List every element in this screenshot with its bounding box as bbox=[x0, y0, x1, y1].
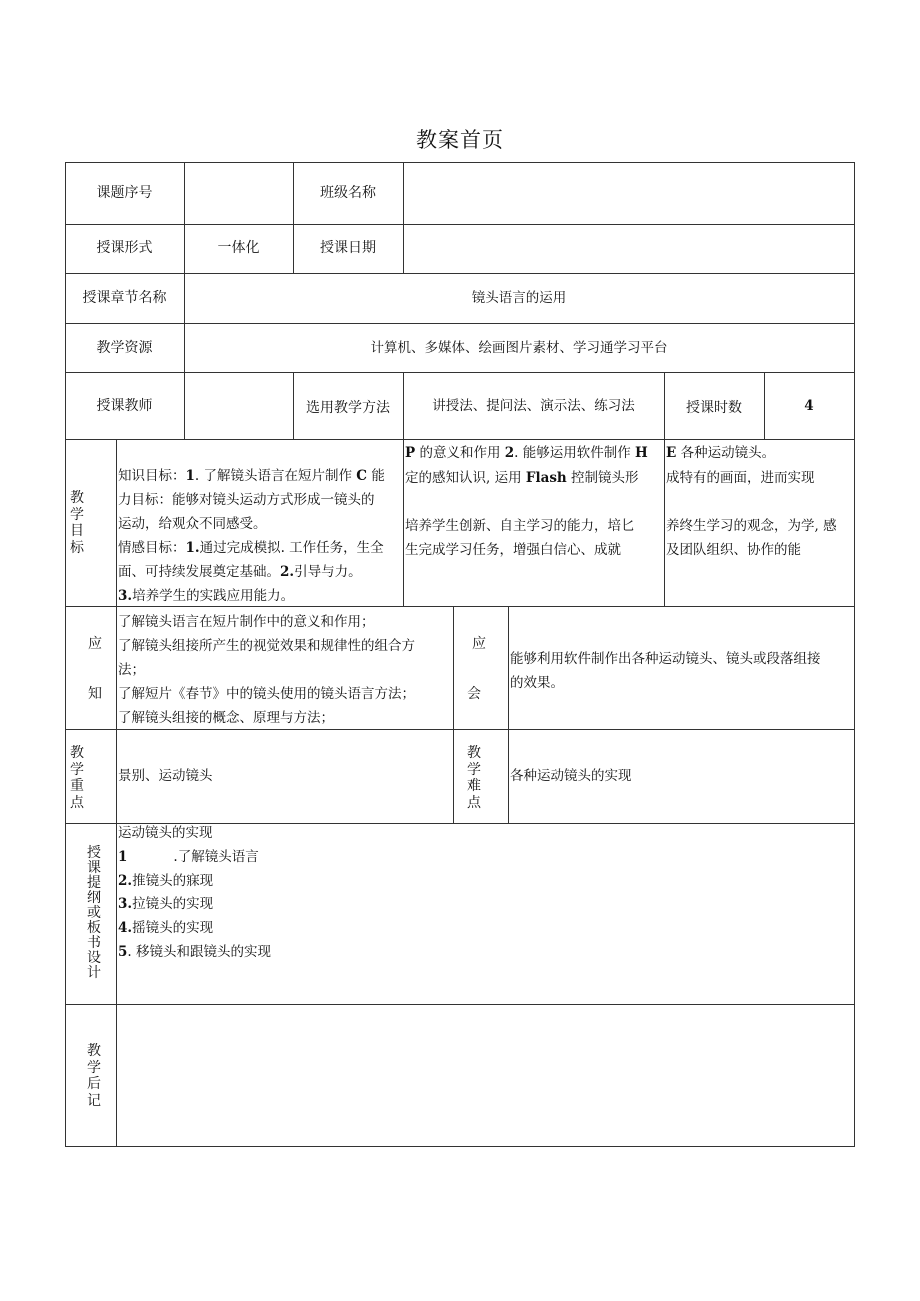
list-item: 了解镜头组接的概念、原理与方法； bbox=[118, 710, 334, 726]
col-divider bbox=[403, 439, 404, 606]
row-divider bbox=[65, 1004, 855, 1005]
objectives-col1-line: 知识目标：1. 了解镜头语言在短片制作 C 能 bbox=[118, 468, 385, 484]
table-border-bottom bbox=[65, 1146, 855, 1147]
date-label: 授课日期 bbox=[320, 240, 376, 256]
list-item: 的效果。 bbox=[510, 675, 564, 691]
col-divider bbox=[508, 606, 509, 823]
form-label: 授课形式 bbox=[96, 240, 153, 256]
objectives-col2-line: 定的感知认识, 运用 Flash 控制镜头形 bbox=[405, 470, 639, 486]
list-item: 1 .了解镜头语言 bbox=[118, 849, 259, 865]
list-item: 了解镜头语言在短片制作中的意义和作用； bbox=[118, 614, 375, 630]
resources-value: 计算机、多媒体、绘画图片素材、学习通学习平台 bbox=[370, 340, 668, 356]
should-do-label-top: 应 bbox=[472, 636, 486, 652]
col-divider bbox=[116, 439, 117, 1147]
col-divider bbox=[664, 439, 665, 606]
objectives-col3-line: 养终生学习的观念，为学, 感 bbox=[666, 518, 837, 534]
should-do-label-bottom: 会 bbox=[467, 686, 481, 702]
row-divider bbox=[65, 439, 855, 440]
difficulties-label: 教学难点 bbox=[467, 745, 481, 811]
difficulties-value: 各种运动镜头的实现 bbox=[510, 768, 632, 784]
objectives-col2-line: P 的意义和作用 2. 能够运用软件制作 H bbox=[405, 445, 648, 461]
outline-heading: 运动镜头的实现 bbox=[118, 825, 213, 841]
should-know-label-top: 应 bbox=[88, 636, 102, 652]
col-divider bbox=[453, 606, 454, 823]
objectives-col3-line: 成特有的画面，进而实现 bbox=[666, 470, 815, 486]
page-title: 教案首页 bbox=[416, 128, 504, 152]
list-item: 能够利用软件制作出各种运动镜头、镜头或段落组接 bbox=[510, 651, 821, 667]
objectives-col3-line: E 各种运动镜头。 bbox=[666, 445, 776, 461]
should-know-label-bottom: 知 bbox=[88, 686, 102, 702]
key-points-label: 教学重点 bbox=[70, 745, 84, 811]
teacher-label: 授课教师 bbox=[96, 398, 153, 414]
objectives-col2-line: 培养学生创新、自主学习的能力，培匕 bbox=[405, 518, 635, 534]
objectives-col2-line: 生完成学习任务，增强白信心、成就 bbox=[405, 542, 621, 558]
method-label: 选用教学方法 bbox=[306, 400, 390, 416]
list-item: 了解镜头组接所产生的视觉效果和规律性的组合方 bbox=[118, 638, 415, 654]
objectives-label: 教学目标 bbox=[70, 490, 84, 556]
list-item: 5. 移镜头和跟镜头的实现 bbox=[118, 944, 271, 960]
hours-label: 授课时数 bbox=[686, 400, 742, 416]
objectives-col1-line: 3.培养学生的实践应用能力。 bbox=[118, 588, 295, 604]
col-divider bbox=[184, 372, 185, 439]
list-item: 2.推镜头的寐现 bbox=[118, 873, 214, 889]
objectives-col3-line: 及团队组织、协作的能 bbox=[666, 542, 801, 558]
resources-label: 教学资源 bbox=[96, 340, 153, 356]
outline-label: 授课提纲或板书设计 bbox=[87, 845, 101, 981]
objectives-col1-line: 情感目标：1.通过完成模拟. 工作任务，生全 bbox=[118, 540, 384, 556]
objectives-col1-line: 运动，给观众不同感受。 bbox=[118, 516, 267, 532]
class-name-label: 班级名称 bbox=[320, 185, 376, 201]
list-item: 法； bbox=[118, 662, 145, 678]
reflection-label: 教学后记 bbox=[87, 1043, 101, 1109]
list-item: 了解短片《春节》中的镜头使用的镜头语言方法； bbox=[118, 686, 415, 702]
form-value: 一体化 bbox=[217, 240, 260, 256]
list-item: 3.拉镜头的实现 bbox=[118, 896, 214, 912]
objectives-col1-line: 力目标：能够对镜头运动方式形成一镜头的 bbox=[118, 492, 375, 508]
lesson-no-label: 课题序号 bbox=[96, 185, 153, 201]
objectives-col1-line: 面、可持续发展奠定基础。2.引导与力。 bbox=[118, 564, 362, 580]
table-border-right bbox=[854, 162, 855, 1147]
list-item: 4.摇镜头的实现 bbox=[118, 920, 214, 936]
method-value: 讲授法、提问法、演示法、练习法 bbox=[432, 398, 635, 414]
hours-value: 4 bbox=[804, 398, 814, 414]
chapter-label: 授课章节名称 bbox=[82, 290, 167, 306]
key-points-value: 景别、运动镜头 bbox=[118, 768, 213, 784]
chapter-value: 镜头语言的运用 bbox=[471, 290, 567, 306]
col-divider bbox=[403, 162, 404, 273]
